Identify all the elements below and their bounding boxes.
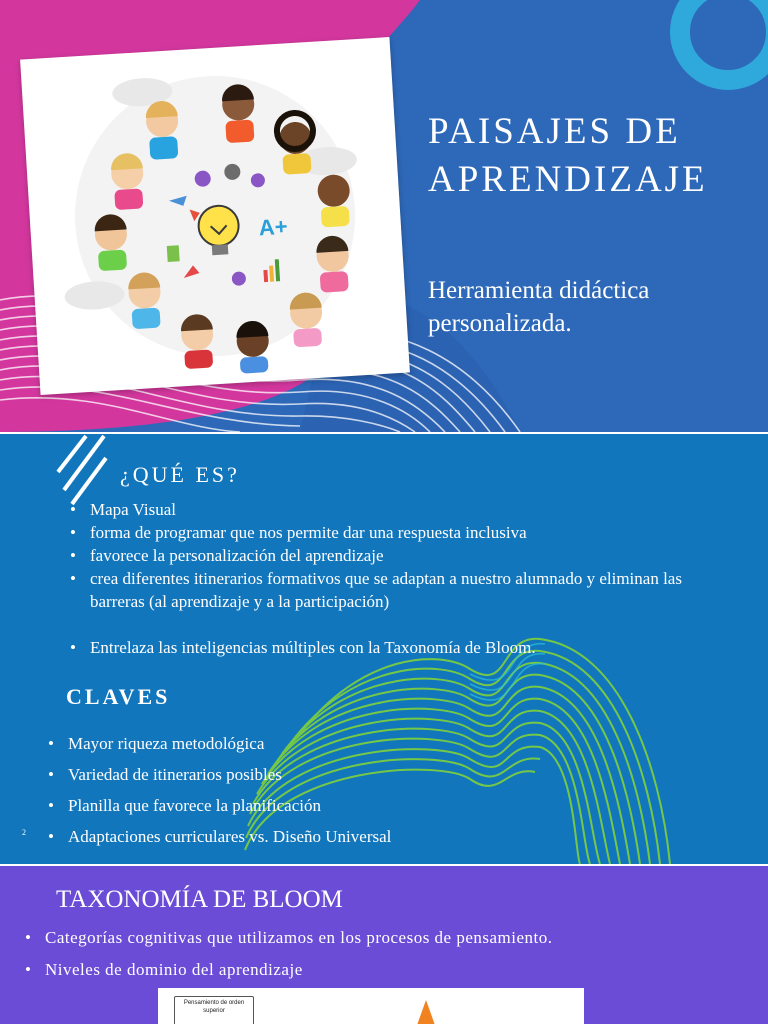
pyramid-icon [158,988,584,1024]
subtitle-line-2: personalizada. [428,310,572,337]
title-line-2: APRENDIZAJE [428,159,708,200]
list-item: • Planilla que favorece la planificación [48,790,608,821]
subtitle-line-1: Herramienta didáctica [428,277,650,304]
slide-title [0,0,768,432]
slide-taxonomia [0,866,768,1024]
que-es-list [70,498,690,659]
children-circle-lightbulb-icon [20,37,410,395]
list-item: • Variedad de itinerarios posibles [48,759,608,790]
list-item: • favorece la personalización del aprendizaje [70,544,690,567]
list-item: • Categorías cognitivas que utilizamos en los procesos de pensamiento. [25,922,553,954]
heading-claves: CLAVES [66,684,171,709]
claves-list [48,728,608,852]
heading-taxonomia: TAXONOMÍA DE BLOOM [56,886,343,913]
bloom-pyramid-image [158,988,584,1024]
taxonomia-list [25,922,553,986]
higher-order-thinking-label: Pensamiento de orden superior [174,996,254,1024]
list-item: • Niveles de dominio del aprendizaje [25,954,553,986]
title-line-1: PAISAJES DE [428,111,681,152]
list-item: • Mapa Visual [70,498,690,521]
cyan-ring-shape [680,0,768,80]
list-item: • Mayor riqueza metodológica [48,728,608,759]
list-item: • crea diferentes itinerarios formativos que se adaptan a nuestro alumnado y eliminan las barreras (al aprendizaje y a la participación) [70,567,690,613]
heading-que-es: ¿QUÉ ES? [120,462,240,487]
slide-que-es [0,434,768,864]
svg-text:A+: A+ [258,213,289,241]
list-item: • forma de programar que nos permite dar una respuesta inclusiva [70,521,690,544]
list-item: • Adaptaciones curriculares vs. Diseño Universal [48,821,608,852]
list-item: • Entrelaza las inteligencias múltiples con la Taxonomía de Bloom. [70,636,690,659]
subtitle [428,274,649,340]
page-title [428,108,708,204]
diagonal-stripes-decoration [58,436,106,504]
children-illustration-image [20,37,410,395]
page-number: 2 [22,828,26,837]
